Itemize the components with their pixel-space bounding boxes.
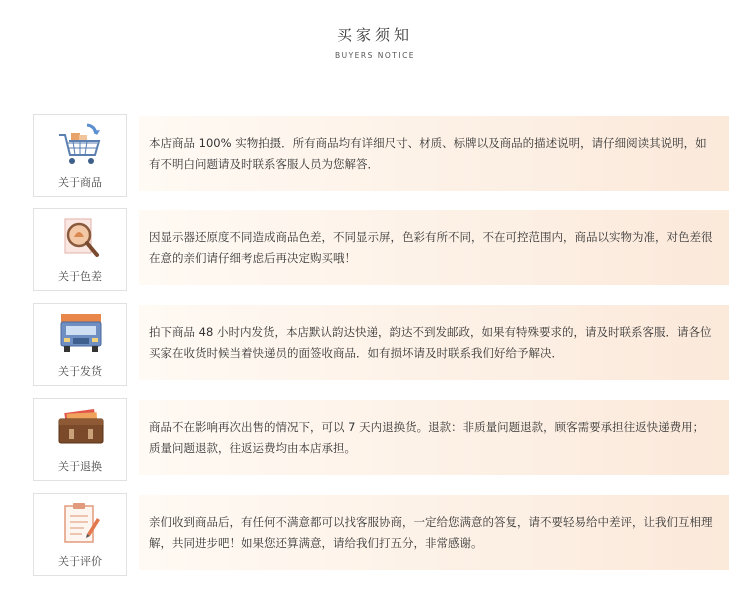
page-subtitle: BUYERS NOTICE	[334, 51, 416, 60]
text-reviews-body: 亲们收到商品后，有任何不满意都可以找客服协商，一定给您满意的答复，请不要轻易给中差评，让我们互相理解，共同进步吧！如果您还算满意，请给我们打五分，非常感谢。	[149, 514, 713, 550]
text-color	[139, 210, 729, 285]
label-color: 关于色差	[58, 270, 102, 283]
notice-row-reviews	[33, 493, 729, 576]
text-shipping	[139, 305, 729, 380]
text-product	[139, 116, 729, 191]
delivery-truck-icon	[57, 310, 105, 362]
notice-row-color	[33, 208, 729, 291]
icon-box-returns	[33, 398, 127, 481]
clipboard-pen-icon	[57, 500, 105, 552]
label-product: 关于商品	[58, 176, 102, 189]
icon-box-product	[33, 114, 127, 197]
text-shipping-body: 拍下商品 48 小时内发货，本店默认韵达快递，韵达不到发邮政，如果有特殊要求的，请及时联系客服．请各位买家在收货时候当着快递员的面签收商品．如有损坏请及时联系我们好给予解决．	[149, 324, 712, 360]
page-title: 买家须知	[336, 26, 413, 44]
wallet-icon	[57, 405, 105, 457]
notice-row-shipping	[33, 303, 729, 386]
text-color-body: 因显示器还原度不同造成商品色差，不同显示屏，色彩有所不同，不在可控范围内，商品以实物为准，对色差很在意的亲们请仔细考虑后再决定购买哦！	[149, 229, 713, 265]
label-shipping: 关于发货	[58, 365, 102, 378]
icon-box-shipping	[33, 303, 127, 386]
notice-row-returns	[33, 398, 729, 481]
notice-row-product	[33, 114, 729, 197]
icon-box-color	[33, 208, 127, 291]
text-product-body: 本店商品 100% 实物拍摄．所有商品均有详细尺寸、材质、标牌以及商品的描述说明，请仔细阅读其说明，如有不明白问题请及时联系客服人员为您解答．	[149, 135, 707, 171]
label-reviews: 关于评价	[58, 555, 102, 568]
text-returns-body: 商品不在影响再次出售的情况下，可以 7 天内退换货。退款：非质量问题退款，顾客需要承担往返快递费用；质量问题退款，往返运费均由本店承担。	[149, 419, 705, 455]
text-reviews	[139, 495, 729, 570]
notice-header	[0, 24, 750, 60]
text-returns	[139, 400, 729, 475]
icon-box-reviews	[33, 493, 127, 576]
magnifier-icon	[57, 215, 105, 267]
label-returns: 关于退换	[58, 460, 102, 473]
shopping-cart-icon	[57, 121, 105, 173]
